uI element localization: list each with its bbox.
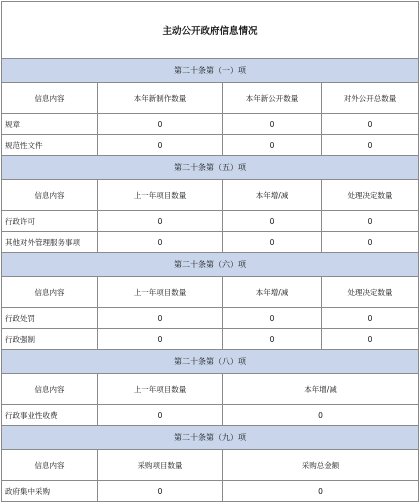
column-header: 本年增/减 bbox=[223, 374, 419, 405]
section-heading-row bbox=[2, 59, 419, 83]
row-label: 行政事业性收费 bbox=[2, 405, 98, 426]
column-header-row bbox=[2, 180, 419, 211]
cell-value: 0 bbox=[98, 329, 223, 350]
cell-value: 0 bbox=[223, 329, 322, 350]
cell-value: 0 bbox=[223, 135, 322, 156]
row-label: 其他对外管理服务事项 bbox=[2, 232, 98, 253]
column-header: 采购项目数量 bbox=[98, 450, 223, 481]
column-header: 本年新公开数量 bbox=[223, 83, 322, 114]
cell-value: 0 bbox=[223, 308, 322, 329]
column-header: 处理决定数量 bbox=[322, 180, 419, 211]
section-heading-row bbox=[2, 253, 419, 277]
section-heading: 第二十条第（八）项 bbox=[2, 350, 419, 374]
table-row bbox=[2, 232, 419, 253]
cell-value: 0 bbox=[98, 232, 223, 253]
page-title: 主动公开政府信息情况 bbox=[2, 2, 419, 59]
cell-value: 0 bbox=[98, 211, 223, 232]
disclosure-table bbox=[1, 1, 419, 502]
column-header: 信息内容 bbox=[2, 450, 98, 481]
cell-value: 0 bbox=[322, 232, 419, 253]
row-label: 行政许可 bbox=[2, 211, 98, 232]
table-row bbox=[2, 211, 419, 232]
cell-value: 0 bbox=[322, 329, 419, 350]
row-label: 规章 bbox=[2, 114, 98, 135]
cell-value: 0 bbox=[322, 114, 419, 135]
column-header: 采购总金额 bbox=[223, 450, 419, 481]
column-header: 信息内容 bbox=[2, 180, 98, 211]
row-label: 政府集中采购 bbox=[2, 481, 98, 502]
section-heading-row bbox=[2, 156, 419, 180]
table-row bbox=[2, 481, 419, 502]
cell-value: 0 bbox=[98, 481, 223, 502]
column-header: 上一年项目数量 bbox=[98, 180, 223, 211]
table-row bbox=[2, 114, 419, 135]
cell-value: 0 bbox=[223, 232, 322, 253]
column-header: 对外公开总数量 bbox=[322, 83, 419, 114]
column-header: 信息内容 bbox=[2, 374, 98, 405]
cell-value: 0 bbox=[322, 135, 419, 156]
section-heading: 第二十条第（九）项 bbox=[2, 426, 419, 450]
column-header-row bbox=[2, 374, 419, 405]
section-heading: 第二十条第（一）项 bbox=[2, 59, 419, 83]
column-header-row bbox=[2, 83, 419, 114]
column-header-row bbox=[2, 277, 419, 308]
cell-value: 0 bbox=[322, 308, 419, 329]
table-row bbox=[2, 308, 419, 329]
row-label: 行政强制 bbox=[2, 329, 98, 350]
cell-value: 0 bbox=[223, 114, 322, 135]
column-header: 上一年项目数量 bbox=[98, 277, 223, 308]
column-header: 本年新制作数量 bbox=[98, 83, 223, 114]
table-row bbox=[2, 135, 419, 156]
column-header: 处理决定数量 bbox=[322, 277, 419, 308]
row-label: 行政处罚 bbox=[2, 308, 98, 329]
cell-value: 0 bbox=[223, 481, 419, 502]
column-header: 本年增/减 bbox=[223, 180, 322, 211]
cell-value: 0 bbox=[98, 308, 223, 329]
section-heading: 第二十条第（六）项 bbox=[2, 253, 419, 277]
title-row bbox=[2, 2, 419, 59]
column-header: 上一年项目数量 bbox=[98, 374, 223, 405]
section-heading-row bbox=[2, 426, 419, 450]
cell-value: 0 bbox=[223, 211, 322, 232]
cell-value: 0 bbox=[98, 405, 223, 426]
column-header: 信息内容 bbox=[2, 277, 98, 308]
section-heading: 第二十条第（五）项 bbox=[2, 156, 419, 180]
cell-value: 0 bbox=[322, 211, 419, 232]
row-label: 规范性文件 bbox=[2, 135, 98, 156]
cell-value: 0 bbox=[98, 135, 223, 156]
column-header: 信息内容 bbox=[2, 83, 98, 114]
table-row bbox=[2, 329, 419, 350]
table-row bbox=[2, 405, 419, 426]
section-heading-row bbox=[2, 350, 419, 374]
column-header-row bbox=[2, 450, 419, 481]
cell-value: 0 bbox=[98, 114, 223, 135]
cell-value: 0 bbox=[223, 405, 419, 426]
column-header: 本年增/减 bbox=[223, 277, 322, 308]
